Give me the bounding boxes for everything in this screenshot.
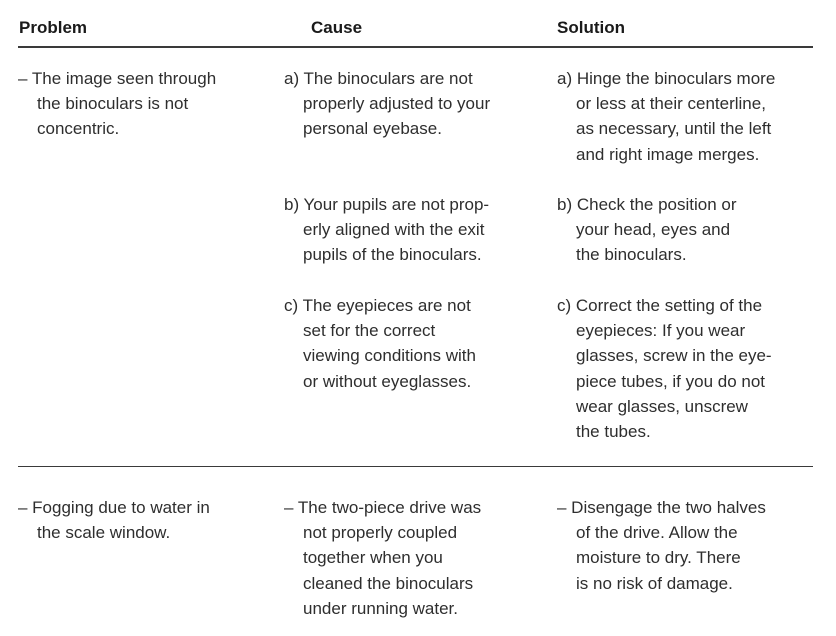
text-line: the scale window. — [37, 523, 171, 543]
text-line: – The two-piece drive was — [284, 498, 482, 517]
text-line: a) The binoculars are not — [284, 69, 473, 88]
text-line: glasses, screw in the eye- — [576, 346, 772, 366]
text-line: or without eyeglasses. — [303, 371, 472, 391]
text-line: b) Check the position or — [557, 195, 737, 214]
text-line: not properly coupled — [303, 523, 458, 543]
text-line: b) Your pupils are not prop- — [284, 195, 490, 214]
row1-problem — [18, 66, 216, 142]
text-line: – Disengage the two halves — [557, 498, 766, 517]
row1-cause-a — [284, 66, 490, 142]
row2-cause — [284, 495, 481, 621]
text-line: c) Correct the setting of the — [557, 296, 763, 315]
row1-solution-b — [557, 192, 737, 268]
text-line: is no risk of damage. — [576, 573, 733, 593]
text-line: properly adjusted to your — [303, 94, 491, 114]
row1-cause-b — [284, 192, 489, 268]
text-line: personal eyebase. — [303, 119, 442, 139]
text-line: cleaned the binoculars — [303, 573, 474, 593]
text-line: a) Hinge the binoculars more — [557, 69, 776, 88]
text-line: pupils of the binoculars. — [303, 245, 482, 265]
header-solution: Solution — [557, 18, 625, 37]
row1-solution-a — [557, 66, 775, 167]
row2-problem — [18, 495, 210, 545]
row-divider — [18, 466, 813, 467]
text-line: under running water. — [303, 598, 458, 618]
text-line: wear glasses, unscrew — [576, 396, 748, 416]
text-line: set for the correct — [303, 321, 436, 341]
text-line: or less at their centerline, — [576, 94, 766, 114]
row2-solution — [557, 495, 766, 596]
text-line: moisture to dry. There — [576, 548, 741, 568]
row1-cause-c — [284, 293, 476, 394]
text-line: piece tubes, if you do not — [576, 371, 766, 391]
text-line: your head, eyes and — [576, 220, 731, 240]
text-line: of the drive. Allow the — [576, 523, 738, 543]
row1-solution-c — [557, 293, 772, 444]
text-line: – The image seen through — [18, 69, 217, 88]
text-line: as necessary, until the left — [576, 119, 772, 139]
text-line: concentric. — [37, 119, 120, 139]
text-line: the tubes. — [576, 422, 651, 442]
text-line: c) The eyepieces are not — [284, 296, 471, 315]
header-problem: Problem — [19, 18, 88, 37]
text-line: the binoculars. — [576, 245, 687, 265]
table-header — [18, 16, 813, 48]
text-line: and right image merges. — [576, 144, 760, 164]
header-cause: Cause — [311, 18, 363, 37]
text-line: the binoculars is not — [37, 94, 189, 114]
text-line: viewing conditions with — [303, 346, 476, 366]
text-line: erly aligned with the exit — [303, 220, 485, 240]
text-line: – Fogging due to water in — [18, 498, 210, 517]
text-line: together when you — [303, 548, 443, 568]
text-line: eyepieces: If you wear — [576, 321, 746, 341]
